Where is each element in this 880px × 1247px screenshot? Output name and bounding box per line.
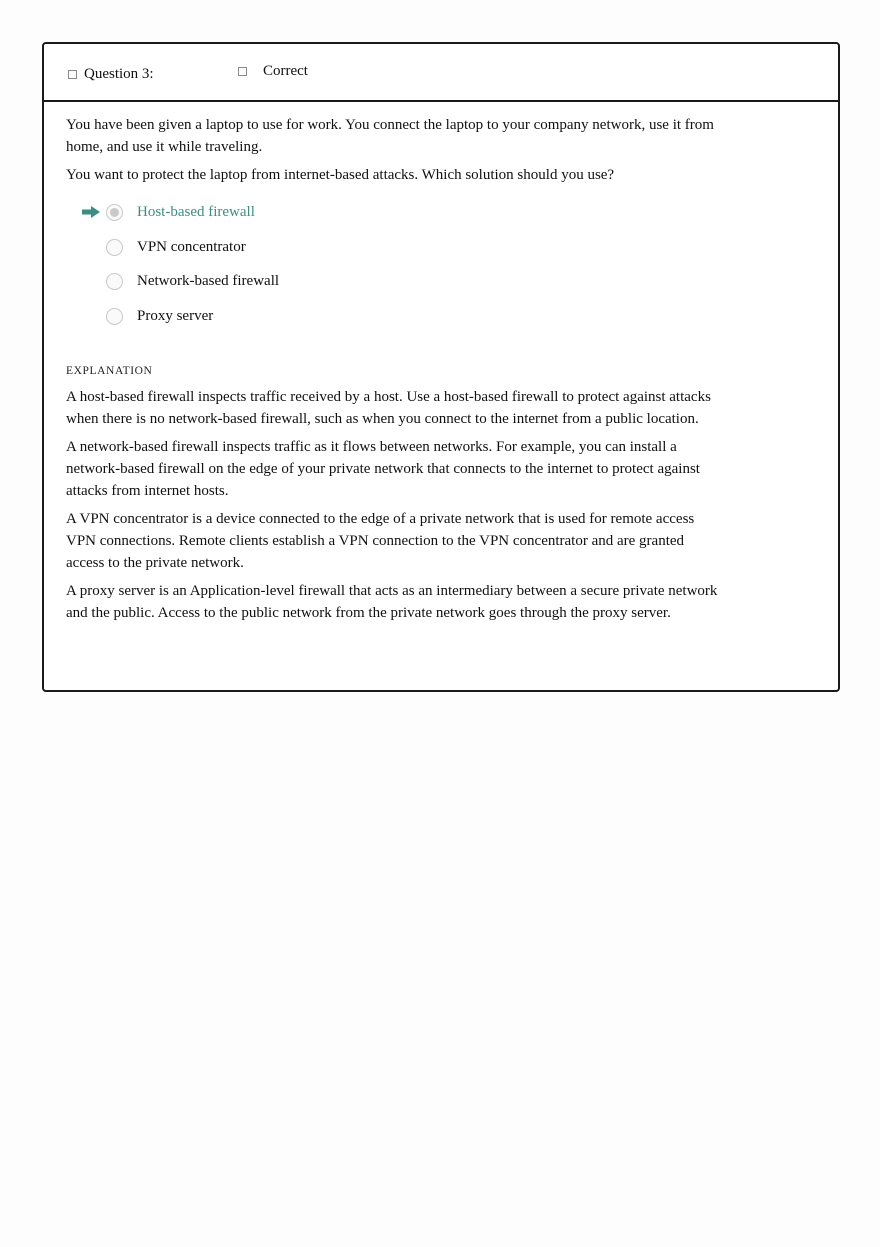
radio-button[interactable] <box>106 273 123 290</box>
answer-option-host-based-firewall[interactable] <box>66 202 466 226</box>
question-number: Question 3: <box>84 66 154 82</box>
question-checkbox-icon <box>68 70 77 79</box>
explanation-paragraph: A VPN concentrator is a device connected to the edge of a private network that is used for remote access VPN connections. Remote clients establish a VPN connection to the VPN concentrator and are granted access to the private network. <box>66 511 695 571</box>
radio-button[interactable] <box>106 308 123 325</box>
option-label: Network-based firewall <box>137 273 280 289</box>
option-label: VPN concentrator <box>137 239 246 255</box>
radio-button[interactable] <box>106 239 123 256</box>
question-stem-prompt: You want to protect the laptop from internet-based attacks. Which solution should you use? <box>66 167 615 183</box>
explanation-heading: EXPLANATION <box>66 365 153 377</box>
radio-button[interactable] <box>106 204 123 221</box>
question-header <box>44 44 838 102</box>
question-body <box>66 114 726 630</box>
question-card <box>42 42 840 692</box>
explanation-paragraph: A proxy server is an Application-level firewall that acts as an intermediary between a secure private network and the public. Access to the public network from the private network goes through the proxy server. <box>66 583 718 621</box>
explanation-paragraph: A host-based firewall inspects traffic received by a host. Use a host-based firewall to protect against attacks when there is no network-based firewall, such as when you connect to the internet from a public location. <box>66 389 711 427</box>
answer-option-vpn-concentrator[interactable] <box>66 237 466 261</box>
question-stem-context: You have been given a laptop to use for work. You connect the laptop to your company network, use it from home, and use it while traveling. <box>66 117 714 155</box>
answer-option-network-based-firewall[interactable] <box>66 271 466 295</box>
selected-arrow-icon <box>82 206 100 218</box>
answer-option-proxy-server[interactable] <box>66 306 466 330</box>
explanation-paragraph: A network-based firewall inspects traffic as it flows between networks. For example, you can install a network-based firewall on the edge of your private network that connects to the internet to protect against attacks from internet hosts. <box>66 439 700 499</box>
status-checkbox-icon <box>238 67 247 76</box>
option-label: Host-based firewall <box>137 204 255 220</box>
option-label: Proxy server <box>137 308 214 324</box>
answer-options <box>66 202 726 342</box>
status-label: Correct <box>263 63 308 79</box>
